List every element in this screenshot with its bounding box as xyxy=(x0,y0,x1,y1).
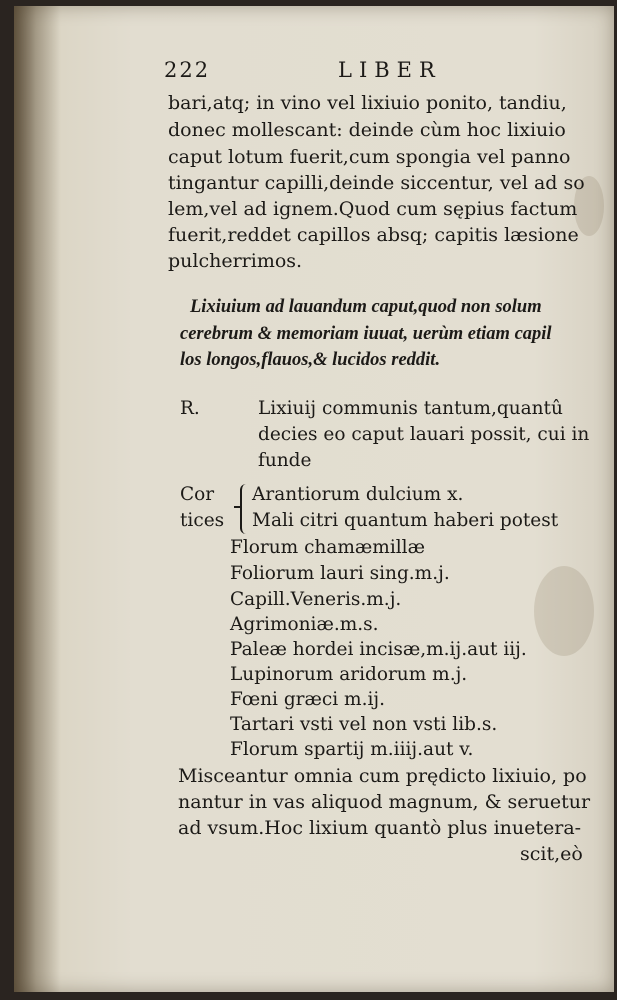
cortices-label-bottom: tices xyxy=(180,510,225,531)
ingredient-line: Paleæ hordei incisæ,m.ij.aut iij. xyxy=(230,639,527,660)
ingredient-line: Agrimoniæ.m.s. xyxy=(230,614,379,635)
paper-stain xyxy=(534,566,594,656)
cortices-item: Arantiorum dulcium x. xyxy=(252,484,464,505)
page-number: 222 xyxy=(164,58,211,82)
ingredient-line: Capill.Veneris.m.j. xyxy=(230,589,402,610)
text-line: donec mollescant: deinde cùm hoc lixiuio xyxy=(168,119,566,141)
text-line: ad vsum.Hoc lixium quantò plus inuetera- xyxy=(178,817,582,839)
ingredient-line: Foliorum lauri sing.m.j. xyxy=(230,563,450,584)
recipe-line: Lixiuij communis tantum,quantû xyxy=(258,398,563,419)
text-line: nantur in vas aliquod magnum, & seruetur xyxy=(178,791,591,813)
recipe-heading-line: cerebrum & memoriam iuuat, uerùm etiam capil xyxy=(180,324,552,344)
text-line: Misceantur omnia cum prędicto lixiuio, po xyxy=(178,765,587,787)
text-line: fuerit,reddet capillos absq; capitis læsione xyxy=(168,224,579,246)
cortices-item: Mali citri quantum haberi potest xyxy=(252,510,559,531)
cortices-label-top: Cor xyxy=(180,484,215,505)
ingredient-line: Tartari vsti vel non vsti lib.s. xyxy=(230,714,498,735)
running-title: LIBER xyxy=(338,58,442,82)
recipe-symbol: R. xyxy=(180,398,200,419)
recipe-line: decies eo caput lauari possit, cui in xyxy=(258,424,590,445)
recipe-heading-line: los longos,flauos,& lucidos reddit. xyxy=(180,350,441,370)
ingredient-line: Florum chamæmillæ xyxy=(230,537,425,558)
text-line: caput lotum fuerit,cum spongia vel panno xyxy=(168,146,571,168)
text-line: bari,atq; in vino vel lixiuio ponito, tandiu, xyxy=(168,92,567,114)
ingredient-line: Fœni græci m.ij. xyxy=(230,689,386,710)
text-line: lem,vel ad ignem.Quod cum sępius factum xyxy=(168,198,578,220)
page-gutter-shadow xyxy=(14,6,60,992)
text-line: pulcherrimos. xyxy=(168,250,303,272)
recipe-heading-line: Lixiuium ad lauandum caput,quod non solum xyxy=(190,297,542,317)
recipe-line: funde xyxy=(258,450,312,471)
ingredient-line: Florum spartij m.iiij.aut v. xyxy=(230,739,474,760)
ingredient-line: Lupinorum aridorum m.j. xyxy=(230,664,468,685)
text-line: tingantur capilli,deinde siccentur, vel ad so xyxy=(168,172,585,194)
catchword: scit,eò xyxy=(520,843,583,865)
